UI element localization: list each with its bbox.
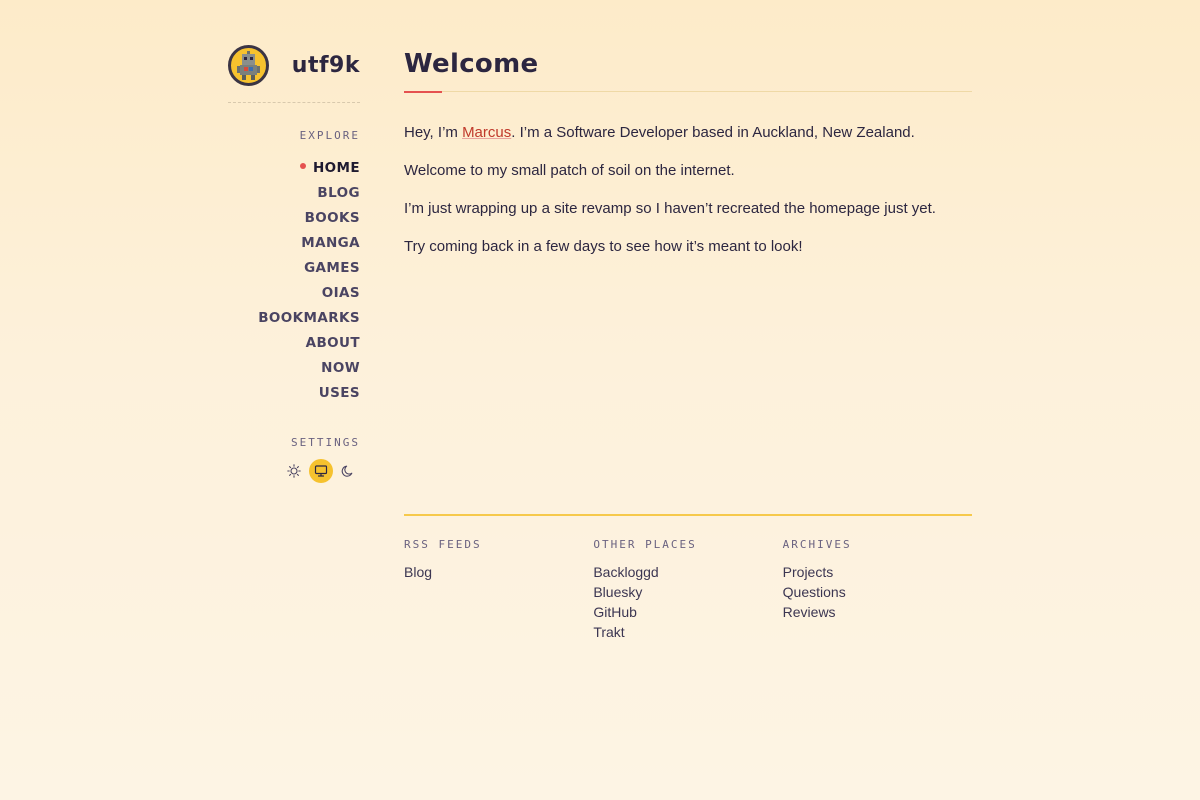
nav-item-label: MANGA [301,235,360,251]
nav-item-uses[interactable] [228,381,360,406]
footer-link-bluesky[interactable]: Bluesky [593,584,643,600]
footer-col-rss [404,538,593,642]
page-title: Welcome [404,49,539,79]
nav-item-label: BOOKS [304,210,360,226]
sun-icon [287,464,301,478]
brand [228,45,360,86]
nav-item-label: NOW [321,360,360,376]
site-name[interactable]: utf9k [291,53,360,78]
nav-item-label: HOME [312,160,360,176]
footer-link-reviews[interactable]: Reviews [782,604,836,620]
theme-switcher [228,459,360,483]
nav-item-label: BOOKMARKS [258,310,360,326]
main-nav [228,156,360,406]
paragraph: Try coming back in a few days to see how it’s meant to look! [404,238,803,255]
nav-item-label: GAMES [304,260,360,276]
nav-item-blog[interactable] [228,181,360,206]
active-dot-icon [300,163,306,169]
nav-item-now[interactable] [228,356,360,381]
explore-heading: EXPLORE [299,129,360,142]
footer-divider [404,514,972,516]
footer-col-archives [783,538,972,642]
nav-item-label: BLOG [317,185,360,201]
paragraph: Welcome to my small patch of soil on the internet. [404,162,735,179]
footer-heading: RSS FEEDS [404,538,482,551]
intro-paragraph: Hey, I’m Marcus. I’m a Software Developer based in Auckland, New Zealand. [404,124,915,141]
footer-link-trakt[interactable]: Trakt [593,624,625,640]
nav-item-label: ABOUT [305,335,360,351]
title-underline [404,91,972,93]
footer-link-blog-feed[interactable]: Blog [404,564,433,580]
robot-avatar-icon [231,48,266,83]
footer-col-other-places [593,538,782,642]
nav-item-about[interactable] [228,331,360,356]
avatar[interactable] [228,45,269,86]
settings-heading: SETTINGS [291,436,360,449]
monitor-icon [314,464,328,478]
nav-item-bookmarks[interactable] [228,306,360,331]
footer-heading: ARCHIVES [782,538,852,551]
system-theme-button[interactable] [309,459,333,483]
moon-icon [341,464,355,478]
nav-item-games[interactable] [228,256,360,281]
nav-item-home[interactable] [228,156,360,181]
footer-link-questions[interactable]: Questions [782,584,846,600]
nav-item-label: OIAS [321,285,360,301]
nav-item-oias[interactable] [228,281,360,306]
sidebar-divider [228,102,360,103]
footer-heading: OTHER PLACES [593,538,697,551]
dark-theme-button[interactable] [336,459,360,483]
intro-text [404,122,972,258]
nav-item-manga[interactable] [228,231,360,256]
footer [404,514,972,642]
nav-item-label: USES [318,385,360,401]
footer-link-github[interactable]: GitHub [593,604,637,620]
footer-columns [404,538,972,642]
nav-item-books[interactable] [228,206,360,231]
paragraph: I’m just wrapping up a site revamp so I haven’t recreated the homepage just yet. [404,200,936,217]
main-content [404,45,972,274]
footer-link-projects[interactable]: Projects [782,564,834,580]
light-theme-button[interactable] [282,459,306,483]
sidebar [228,45,360,483]
author-link[interactable]: Marcus [462,124,512,141]
footer-link-backloggd[interactable]: Backloggd [593,564,659,580]
